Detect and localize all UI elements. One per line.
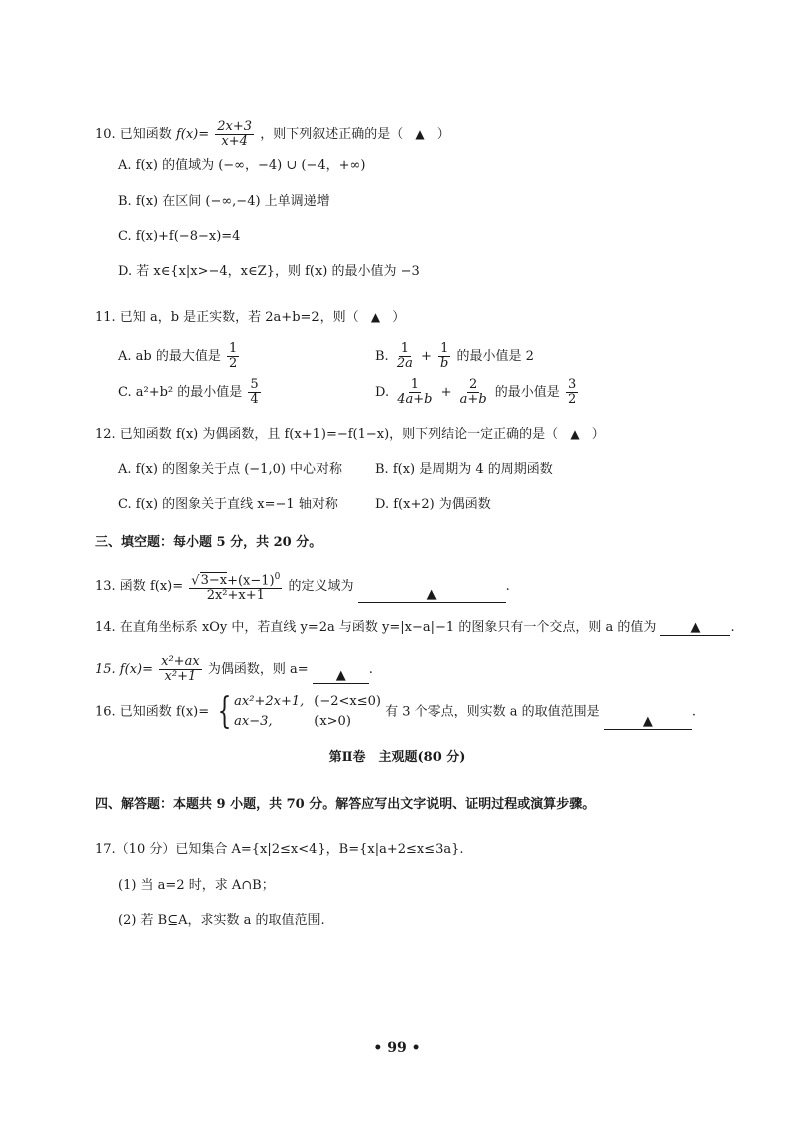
q13-numerator: $√3-x+(x-1)^0$ — [191, 572, 281, 589]
q13-fraction — [189, 570, 282, 603]
denominator: b — [440, 356, 449, 371]
q16-case1-expr: ax²+2x+1, — [234, 694, 305, 709]
numerator: 5 — [250, 377, 259, 392]
q11-option-a — [118, 342, 241, 371]
section-3-heading: 三、填空题：每小题 5 分，共 20 分。 — [95, 535, 323, 550]
denominator: 2 — [567, 392, 577, 407]
answer-triangle-icon: ▲ — [415, 127, 425, 141]
q12-text: 12. 已知函数 f(x) 为偶函数，且 f(x+1)=−f(1−x)，则下列结论一定正确的是（ — [95, 427, 559, 442]
q10-option-b: B. f(x) 在区间 (−∞,−4) 上单调递增 — [118, 194, 330, 209]
q11-text: 11. 已知 a，b 是正实数，若 2a+b=2，则（ — [95, 310, 359, 325]
q11-option-b — [375, 342, 534, 371]
q13-suffix: 的定义域为 — [288, 579, 354, 595]
q13-sqrt-content: 3−x — [200, 573, 228, 589]
q11-b-label: B. — [375, 349, 389, 364]
answer-triangle-icon: ▲ — [335, 668, 346, 683]
q11-d-label: D. — [375, 385, 390, 400]
q14-answer-blank[interactable] — [660, 620, 730, 636]
q10-option-d: D. 若 x∈{x|x>−4，x∈Z}，则 f(x) 的最小值为 −3 — [118, 264, 420, 279]
plus-sign: + — [440, 385, 452, 400]
q10-numerator: 2x+3 — [217, 119, 253, 134]
q17-part-1: (1) 当 a=2 时，求 A∩B； — [118, 878, 275, 893]
section-4-heading: 四、解答题：本题共 9 小题，共 70 分。解答应写出文字说明、证明过程或演算步骤。 — [95, 797, 596, 812]
question-10 — [95, 120, 450, 149]
brace-icon: { — [217, 691, 232, 732]
q13-answer-blank[interactable] — [358, 587, 506, 603]
q14-period: . — [730, 620, 735, 635]
question-17: 17.（10 分）已知集合 A={x|2≤x<4}，B={x|a+2≤x≤3a}. — [95, 842, 464, 857]
plus-sign: + — [421, 349, 432, 364]
q16-cases — [234, 694, 381, 730]
question-12 — [95, 426, 605, 443]
q10-prefix: 10. 已知函数 — [95, 127, 172, 142]
q11-option-c — [118, 378, 263, 407]
question-11 — [95, 309, 405, 326]
answer-triangle-icon: ▲ — [642, 714, 653, 729]
q17-part-2: (2) 若 B⊆A，求实数 a 的取值范围. — [118, 913, 325, 928]
q13-exponent: 0 — [274, 572, 281, 582]
numerator: 1 — [229, 341, 238, 356]
numerator: 1 — [410, 377, 419, 392]
numerator: 3 — [567, 377, 577, 392]
q16-prefix: 16. 已知函数 f(x)= — [95, 704, 210, 720]
q12-option-a: A. f(x) 的图象关于点 (−1,0) 中心对称 — [118, 462, 343, 477]
q11-option-d — [375, 378, 580, 407]
numerator: 2 — [469, 377, 478, 392]
q13-prefix: 13. 函数 f(x)= — [95, 579, 184, 595]
q11-c-fraction — [248, 378, 260, 407]
q10-denominator: x+4 — [221, 134, 248, 149]
q16-answer-blank[interactable] — [604, 714, 692, 730]
denominator: a+b — [459, 392, 487, 407]
q11-d-fraction-2 — [458, 378, 489, 407]
q11-b-text: 的最小值是 2 — [456, 349, 534, 364]
q13-num-rest: +(x−1) — [227, 573, 275, 589]
numerator: 1 — [400, 341, 409, 356]
page-number: • 99 • — [373, 1040, 421, 1056]
denominator: 4a+b — [397, 392, 433, 407]
q10-fraction — [215, 120, 254, 149]
question-14 — [95, 620, 735, 636]
q15-denominator: x²+1 — [164, 669, 197, 684]
question-13 — [95, 570, 510, 603]
q10-function: f(x)= — [175, 127, 210, 142]
q13-period: . — [505, 579, 510, 595]
q10-suffix: ，则下列叙述正确的是（ — [260, 127, 404, 142]
q15-numerator: x²+ax — [161, 654, 200, 669]
denominator: 4 — [250, 392, 259, 407]
q11-b-fraction-2 — [438, 342, 450, 371]
q15-fraction — [159, 655, 202, 684]
answer-triangle-icon: ▲ — [570, 427, 580, 441]
q11-d-fraction-1 — [395, 378, 434, 407]
q11-a-text: A. ab 的最大值是 — [118, 349, 221, 364]
q16-suffix: 有 3 个零点，则实数 a 的取值范围是 — [385, 704, 600, 720]
q12-option-b: B. f(x) 是周期为 4 的周期函数 — [375, 462, 553, 477]
q16-case2-cond: (x>0) — [314, 714, 351, 729]
q10-option-a: A. f(x) 的值域为 (−∞，−4) ∪ (−4，+∞) — [118, 158, 366, 173]
denominator: 2a — [396, 356, 413, 371]
question-16 — [95, 691, 696, 732]
q15-prefix: 15. f(x)= — [95, 662, 153, 677]
q12-close: ） — [591, 427, 605, 442]
q16-period: . — [691, 704, 696, 720]
answer-triangle-icon: ▲ — [370, 310, 381, 324]
q15-suffix: 为偶函数，则 a= — [207, 662, 309, 677]
q11-c-text: C. a²+b² 的最小值是 — [118, 385, 243, 400]
q10-close: ） — [436, 127, 450, 142]
q11-b-fraction-1 — [395, 342, 415, 371]
q16-case1-cond: (−2<x≤0) — [314, 694, 381, 709]
answer-triangle-icon: ▲ — [690, 620, 701, 635]
q14-text: 14. 在直角坐标系 xOy 中，若直线 y=2a 与函数 y=|x−a|−1 的图象只有一个交点，则 a 的值为 — [95, 620, 657, 635]
q15-answer-blank[interactable] — [313, 668, 369, 684]
denominator: 2 — [229, 356, 238, 371]
question-15 — [95, 655, 373, 684]
q16-case2-expr: ax−3, — [234, 714, 273, 729]
q12-option-d: D. f(x+2) 为偶函数 — [375, 497, 491, 512]
q12-option-c: C. f(x) 的图象关于直线 x=−1 轴对称 — [118, 497, 338, 512]
q11-close: ） — [392, 310, 406, 325]
q11-a-fraction — [227, 342, 239, 371]
part-2-title: 第Ⅱ卷 主观题(80 分) — [328, 750, 466, 765]
answer-triangle-icon: ▲ — [426, 587, 437, 603]
q10-option-c: C. f(x)+f(−8−x)=4 — [118, 229, 241, 244]
q11-d-text: 的最小值是 — [494, 385, 560, 400]
q13-denominator: 2x²+x+1 — [206, 588, 265, 604]
numerator: 1 — [440, 341, 449, 356]
q15-period: . — [368, 662, 373, 677]
q16-piecewise — [213, 691, 381, 732]
q11-d-fraction-3 — [566, 378, 578, 407]
